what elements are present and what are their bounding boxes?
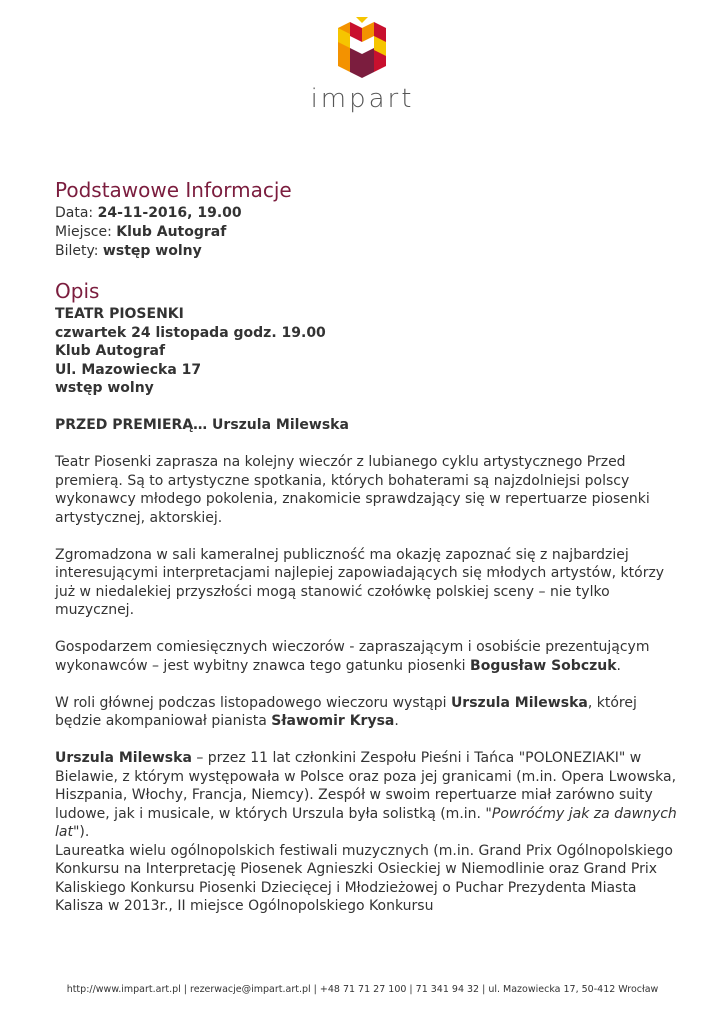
place-row (55, 223, 680, 242)
basic-info (55, 204, 680, 261)
document-body (55, 176, 680, 916)
place-label: Miejsce: (55, 224, 117, 240)
event-line: wstęp wolny (55, 380, 154, 396)
event-line: czwartek 24 listopada godz. 19.00 (55, 324, 326, 341)
description-heading: Opis (55, 279, 100, 303)
paragraph-3: Gospodarzem comiesięcznych wieczorów - zapraszającym i osobiście prezentującym wykonawców – jest wybitny znawca tego gatunku piosenki Bogusław Sobczuk. (55, 639, 650, 674)
paragraph-4: W roli głównej podczas listopadowego wieczoru wystąpi Urszula Milewska, której będzie akompaniował pianista Sławomir Krysa. (55, 694, 637, 729)
footer-contact: http://www.impart.art.pl | rezerwacje@impart.art.pl | +48 71 71 27 100 | 71 341 94 32 | ul. Mazowiecka 17, 50-412 Wrocław (66, 984, 659, 995)
performer-name: Urszula Milewska (55, 750, 192, 766)
event-subtitle: PRZED PREMIERĄ… Urszula Milewska (55, 417, 349, 433)
tickets-label: Bilety: (55, 243, 103, 259)
event-summary (55, 305, 680, 398)
paragraph-6: Laureatka wielu ogólnopolskich festiwali muzycznych (m.in. Grand Prix Ogólnopolskiego Konkursu na Interpretację Piosenek Agnieszki Osieckiej w Niemodlinie oraz Grand Prix Kaliskiego Konkursu Piosenki Dziecięcej i Młodzieżowej o Puchar Prezydenta Miasta Kalisza w 2013r., II miejsce Ogólnopolskiego Konkursu (55, 842, 673, 914)
tickets-value: wstęp wolny (102, 243, 202, 259)
song-title: Powróćmy jak za dawnych lat (55, 805, 677, 840)
place-value: Klub Autograf (116, 224, 227, 240)
paragraph-1: Teatr Piosenki zaprasza na kolejny wieczór z lubianego cyklu artystycznego Przed premierą. Są to artystyczne spotkania, których bohaterami są najzdolniejsi polscy wykonawcy młodego pokolenia, znakomicie sprawdzający się w repertuarze piosenki artystycznej, aktorskiej. (55, 454, 650, 526)
date-value: 24-11-2016, 19.00 (97, 205, 242, 221)
tickets-row (55, 242, 680, 261)
event-line: TEATR PIOSENKI (55, 306, 184, 322)
paragraph-2: Zgromadzona w sali kameralnej publiczność ma okazję zapoznać się z najbardziej interesującymi interpretacjami najlepiej zapowiadających się młodych artystów, którzy już w niedalekiej przyszłości mogą stanowić czołówkę polskiej sceny – nie tylko muzycznej. (55, 546, 665, 618)
basic-info-heading: Podstawowe Informacje (55, 178, 292, 202)
pianist-name: Sławomir Krysa (271, 713, 395, 729)
host-name: Bogusław Sobczuk (470, 657, 617, 674)
paragraph-5: Urszula Milewska – przez 11 lat członkini Zespołu Pieśni i Tańca "POLONEZIAKI" w Bielawie, z którym występowała w Polsce oraz poza jej granicami (m.in. Opera Lwowska, Hiszpania, Włochy, Francja, Niemcy). Zespół w swoim repertuarze miał zarówno suity ludowe, jak i musicale, w których Urszula była solistką (m.in. "Powróćmy jak za dawnych lat"). (55, 750, 677, 840)
event-line: Klub Autograf (55, 343, 166, 359)
date-row (55, 204, 680, 223)
performer-name: Urszula Milewska (450, 694, 588, 711)
brand-name: impart (310, 84, 415, 114)
date-label: Data: (55, 205, 98, 221)
event-line: Ul. Mazowiecka 17 (55, 361, 202, 378)
